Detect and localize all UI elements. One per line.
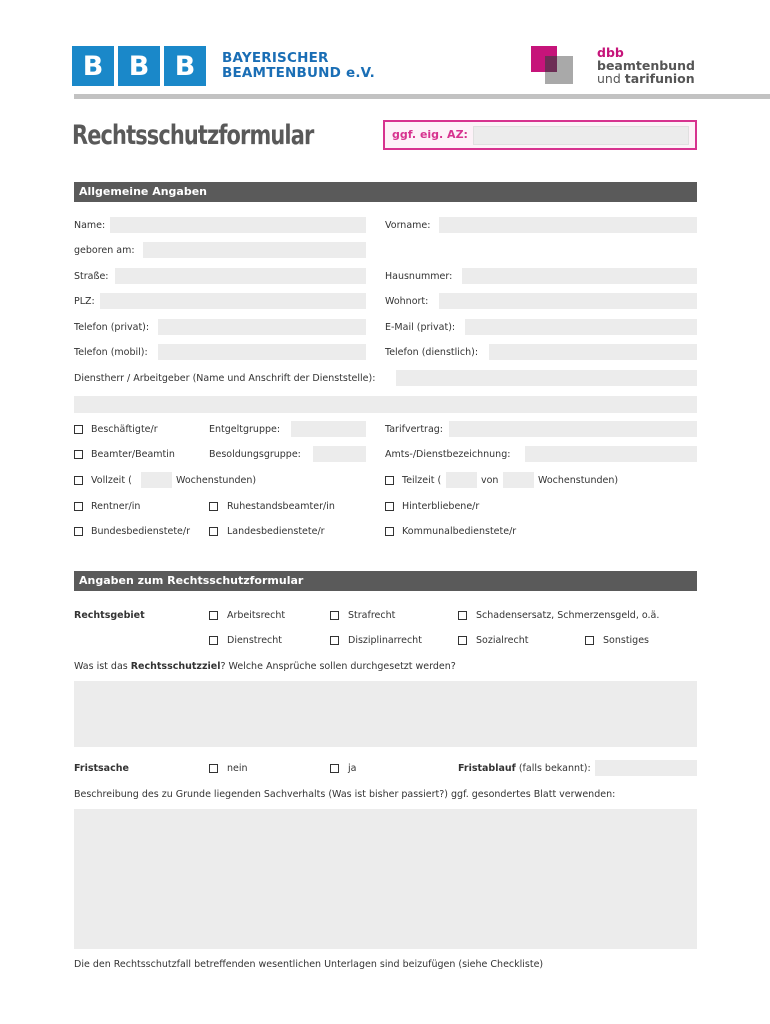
hausnummer-field[interactable] <box>462 268 697 284</box>
tel-dienst-label: Telefon (dienstlich): <box>385 347 479 358</box>
section-general-header: Allgemeine Angaben <box>74 182 697 202</box>
bbb-logo <box>72 46 375 86</box>
rechtsschutzziel-question: Was ist das Rechtsschutzziel? Welche Ansprüche sollen durchgesetzt werden? <box>74 661 456 672</box>
plz-field[interactable] <box>100 293 366 309</box>
entgeltgruppe-field[interactable] <box>291 421 366 437</box>
strasse-label: Straße: <box>74 271 109 282</box>
besoldungsgruppe-field[interactable] <box>313 446 366 462</box>
besoldungsgruppe-label: Besoldungsgruppe: <box>209 449 301 460</box>
tel-mobil-field[interactable] <box>158 344 366 360</box>
von-label: von <box>481 475 499 486</box>
disziplinarrecht-label: Disziplinarrecht <box>348 635 422 646</box>
vollzeit-wochenstunden-label: Wochenstunden) <box>176 475 257 486</box>
schadensersatz-checkbox[interactable] <box>458 611 467 620</box>
beamter-label: Beamter/Beamtin <box>91 449 175 460</box>
fristablauf-label: Fristablauf (falls bekannt): <box>458 763 591 774</box>
dbb-logo <box>531 46 695 85</box>
header-divider <box>74 94 770 99</box>
bbb-line-1: BAYERISCHER <box>222 50 329 66</box>
sonstiges-checkbox[interactable] <box>585 636 594 645</box>
dienstrecht-checkbox[interactable] <box>209 636 218 645</box>
arbeitsrecht-checkbox[interactable] <box>209 611 218 620</box>
bbb-logo-text <box>222 51 375 81</box>
bbb-letter-2: B <box>118 46 160 86</box>
dbb-line-1: dbb <box>597 45 624 60</box>
dbb-line-3: und tarifunion <box>597 71 695 86</box>
beschaeftigte-label: Beschäftigte/r <box>91 424 158 435</box>
kommunal-checkbox[interactable] <box>385 527 394 536</box>
strafrecht-label: Strafrecht <box>348 610 396 621</box>
kommunal-label: Kommunalbedienstete/r <box>402 526 517 537</box>
rechtsgebiet-label: Rechtsgebiet <box>74 610 145 621</box>
bundes-checkbox[interactable] <box>74 527 83 536</box>
bbb-logo-mark <box>72 46 206 86</box>
name-label: Name: <box>74 220 106 231</box>
landes-label: Landesbedienstete/r <box>227 526 325 537</box>
teilzeit-total-field[interactable] <box>503 472 534 488</box>
plz-label: PLZ: <box>74 296 95 307</box>
bbb-letter-3: B <box>164 46 206 86</box>
email-privat-label: E-Mail (privat): <box>385 322 456 333</box>
tarifvertrag-label: Tarifvertrag: <box>385 424 443 435</box>
hinterbliebene-label: Hinterbliebene/r <box>402 501 480 512</box>
dienstrecht-label: Dienstrecht <box>227 635 283 646</box>
az-label: ggf. eig. AZ: <box>392 128 468 141</box>
teilzeit-hours-field[interactable] <box>446 472 477 488</box>
rentner-checkbox[interactable] <box>74 502 83 511</box>
az-box <box>383 120 697 150</box>
sonstiges-label: Sonstiges <box>603 635 650 646</box>
bbb-line-2: BEAMTENBUND e.V. <box>222 65 375 81</box>
dbb-line-2: beamtenbund <box>597 58 695 73</box>
fristsache-label: Fristsache <box>74 763 129 774</box>
rechtsschutzziel-textarea[interactable] <box>74 681 697 747</box>
wohnort-label: Wohnort: <box>385 296 429 307</box>
disziplinarrecht-checkbox[interactable] <box>330 636 339 645</box>
frist-ja-label: ja <box>348 763 357 774</box>
bundes-label: Bundesbedienstete/r <box>91 526 190 537</box>
wohnort-field[interactable] <box>439 293 697 309</box>
az-input[interactable] <box>473 126 689 145</box>
tel-mobil-label: Telefon (mobil): <box>74 347 148 358</box>
vollzeit-hours-field[interactable] <box>141 472 172 488</box>
geboren-label: geboren am: <box>74 245 135 256</box>
beschreibung-textarea[interactable] <box>74 809 697 949</box>
dienstherr-field-2[interactable] <box>74 396 697 413</box>
sozialrecht-checkbox[interactable] <box>458 636 467 645</box>
frist-nein-checkbox[interactable] <box>209 764 218 773</box>
sozialrecht-label: Sozialrecht <box>476 635 529 646</box>
landes-checkbox[interactable] <box>209 527 218 536</box>
teilzeit-checkbox[interactable] <box>385 476 394 485</box>
beschaeftigte-checkbox[interactable] <box>74 425 83 434</box>
vollzeit-checkbox[interactable] <box>74 476 83 485</box>
footer-note: Die den Rechtsschutzfall betreffenden wesentlichen Unterlagen sind beizufügen (siehe Checkliste) <box>74 959 544 970</box>
tel-privat-label: Telefon (privat): <box>74 322 150 333</box>
ruhestand-checkbox[interactable] <box>209 502 218 511</box>
strasse-field[interactable] <box>115 268 366 284</box>
amtsbezeichnung-label: Amts-/Dienstbezeichnung: <box>385 449 511 460</box>
dienstherr-field[interactable] <box>396 370 697 386</box>
entgeltgruppe-label: Entgeltgruppe: <box>209 424 281 435</box>
tel-privat-field[interactable] <box>158 319 366 335</box>
teilzeit-wochenstunden-label: Wochenstunden) <box>538 475 619 486</box>
section-legal-header: Angaben zum Rechtsschutzformular <box>74 571 697 591</box>
strafrecht-checkbox[interactable] <box>330 611 339 620</box>
beamter-checkbox[interactable] <box>74 450 83 459</box>
rentner-label: Rentner/in <box>91 501 141 512</box>
email-privat-field[interactable] <box>465 319 697 335</box>
vorname-label: Vorname: <box>385 220 431 231</box>
vollzeit-label: Vollzeit ( <box>91 475 132 486</box>
ruhestand-label: Ruhestandsbeamter/in <box>227 501 335 512</box>
geboren-field[interactable] <box>143 242 366 258</box>
hinterbliebene-checkbox[interactable] <box>385 502 394 511</box>
amtsbezeichnung-field[interactable] <box>525 446 697 462</box>
frist-ja-checkbox[interactable] <box>330 764 339 773</box>
page-title: Rechtsschutzformular <box>72 120 314 151</box>
teilzeit-label: Teilzeit ( <box>402 475 442 486</box>
name-field[interactable] <box>110 217 366 233</box>
tel-dienst-field[interactable] <box>489 344 697 360</box>
beschreibung-label: Beschreibung des zu Grunde liegenden Sachverhalts (Was ist bisher passiert?) ggf. gesondertes Blatt verwenden: <box>74 789 616 800</box>
bbb-letter-1: B <box>72 46 114 86</box>
schadensersatz-label: Schadensersatz, Schmerzensgeld, o.ä. <box>476 610 660 621</box>
vorname-field[interactable] <box>439 217 697 233</box>
dbb-logo-mark <box>531 46 575 84</box>
frist-nein-label: nein <box>227 763 248 774</box>
hausnummer-label: Hausnummer: <box>385 271 453 282</box>
dienstherr-label: Dienstherr / Arbeitgeber (Name und Anschrift der Dienststelle): <box>74 373 376 384</box>
dbb-logo-text <box>597 46 695 85</box>
fristablauf-field[interactable] <box>595 760 697 776</box>
tarifvertrag-field[interactable] <box>449 421 697 437</box>
arbeitsrecht-label: Arbeitsrecht <box>227 610 286 621</box>
